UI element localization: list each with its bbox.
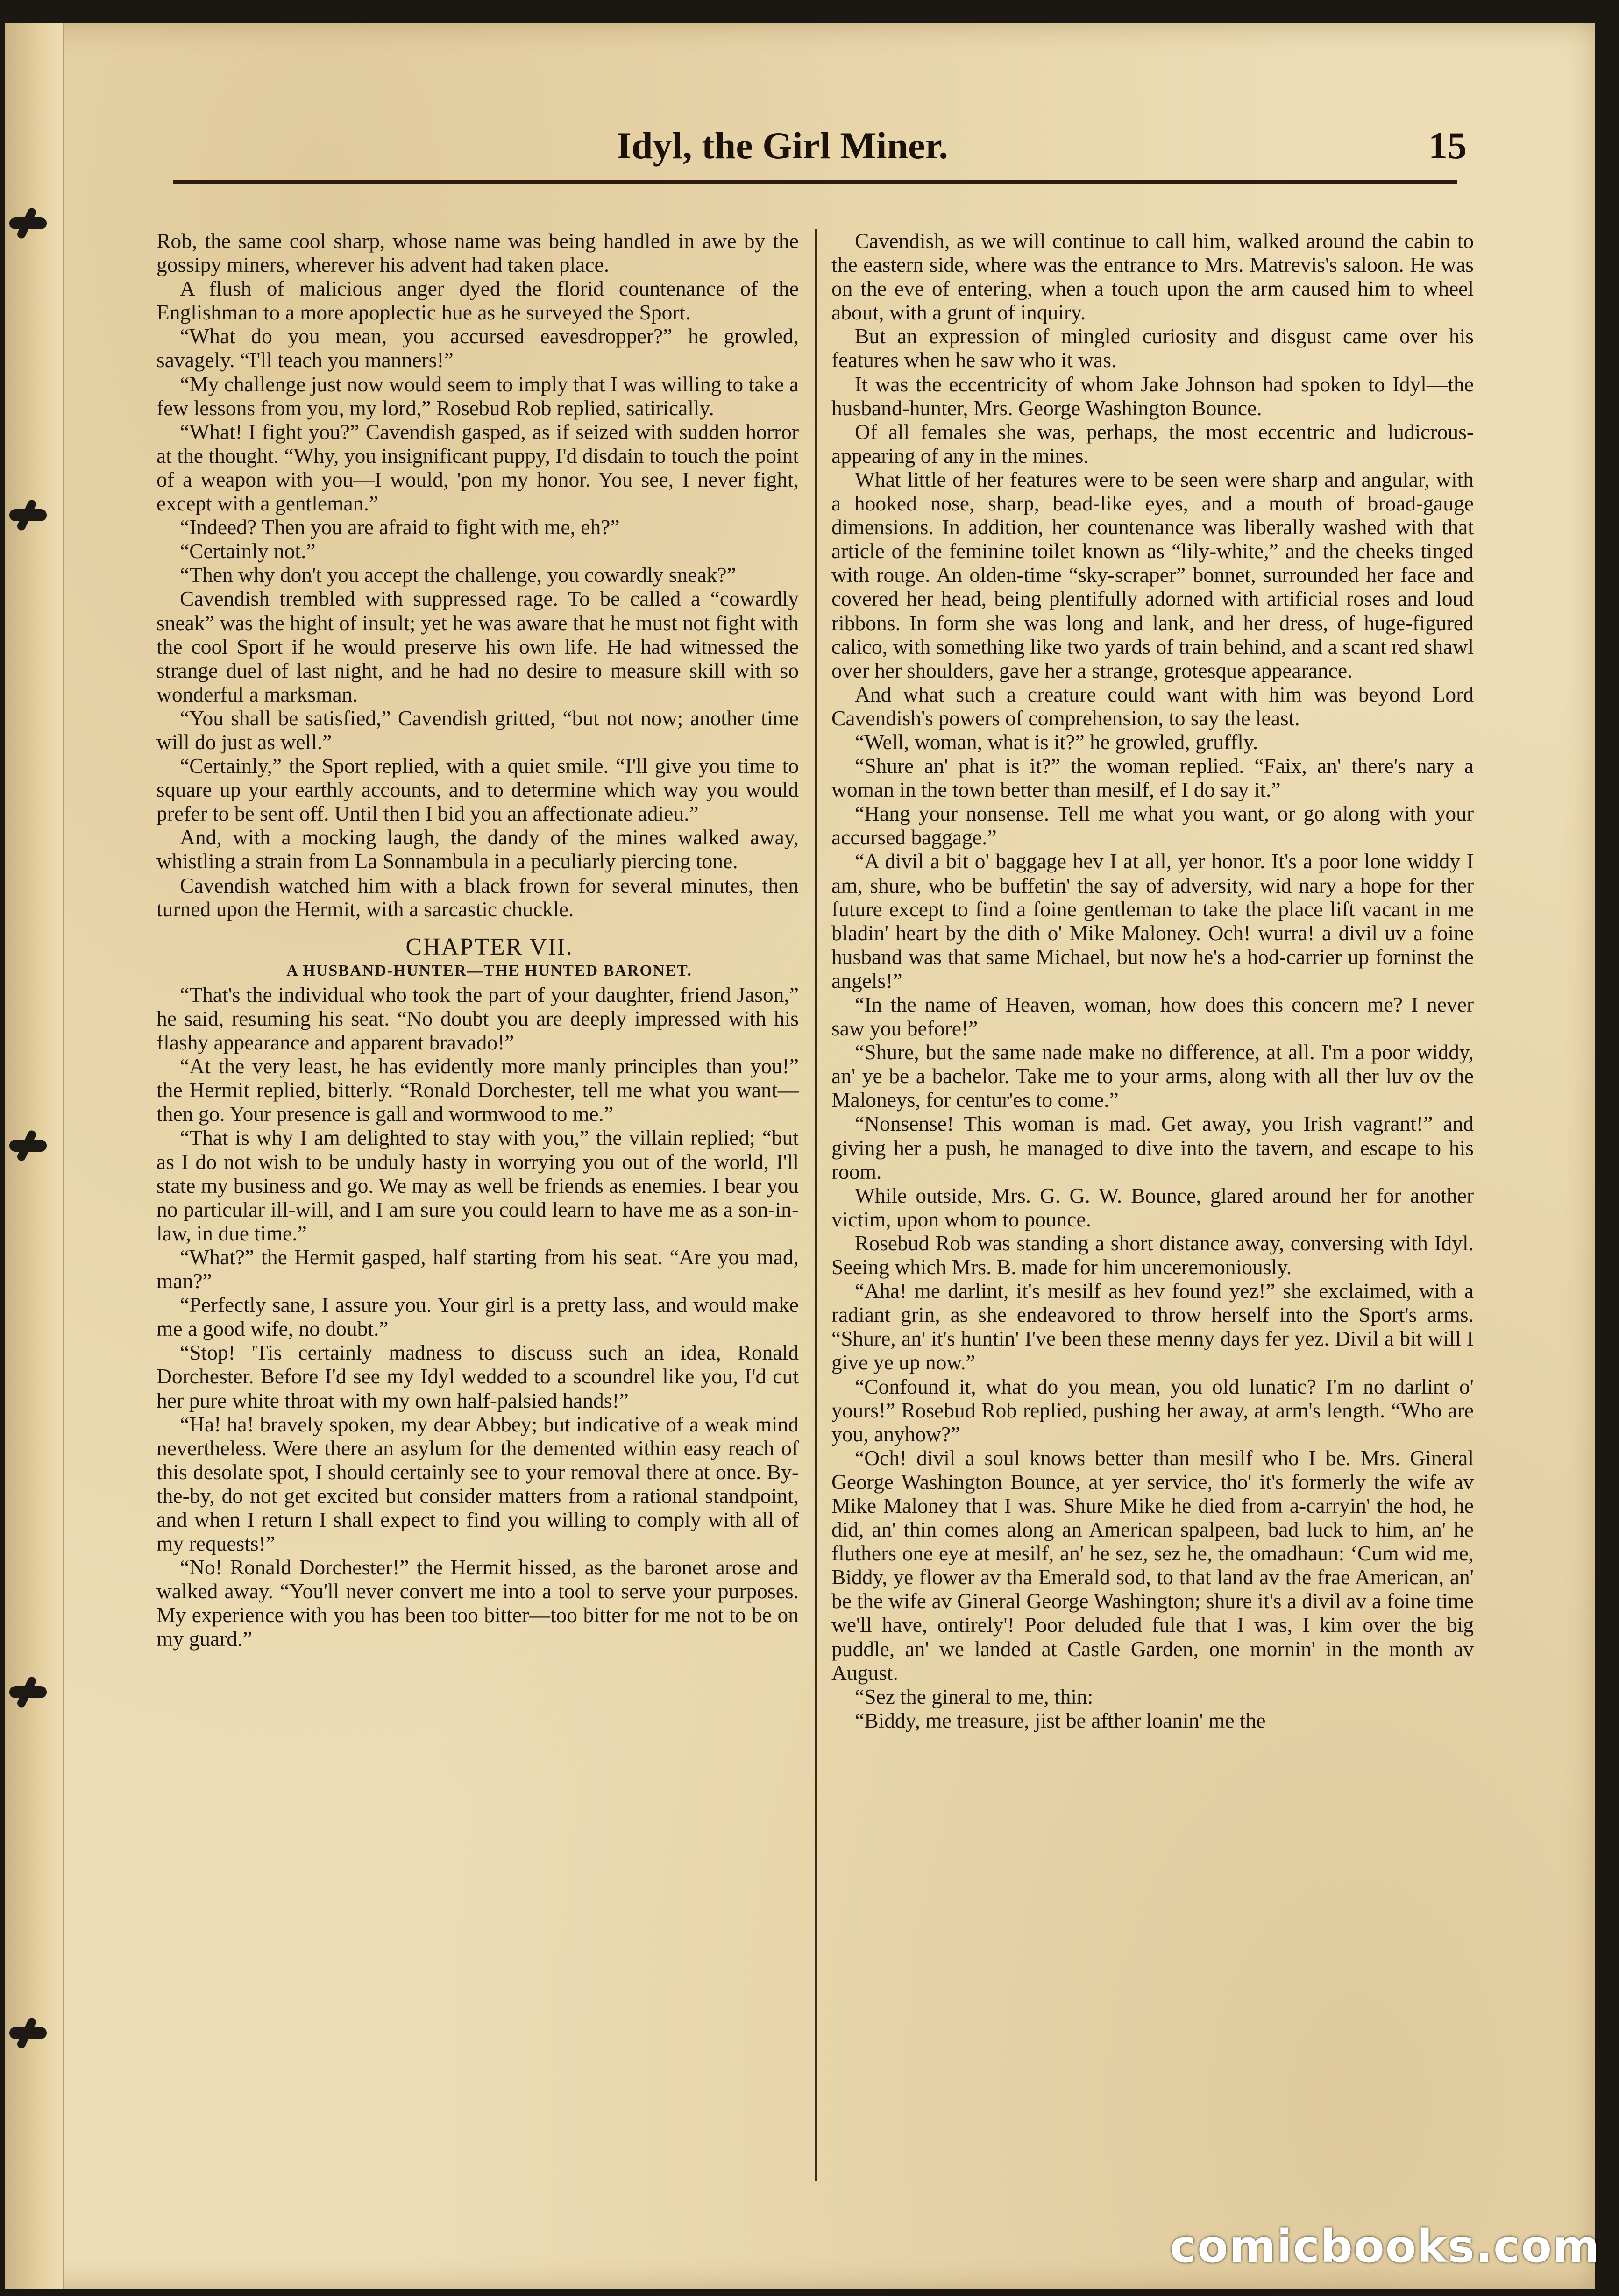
chapter-title: CHAPTER VII. [405, 933, 573, 960]
paragraph: “What do you mean, you accursed eavesdropper?” he growled, savagely. “I'll teach you manners!” [156, 324, 799, 372]
chapter-subtitle: A HUSBAND-HUNTER—THE HUNTED BARONET. [286, 962, 692, 979]
binding-stitch [9, 1686, 47, 1698]
paragraph: “Indeed? Then you are afraid to fight with me, eh?” [180, 515, 620, 539]
binding-spine [5, 23, 64, 2289]
paragraph: Cavendish trembled with suppressed rage. To be called a “cowardly sneak” was the hight of insult; yet he was aware that he must not fight with the cool Sport if he would preserve his own life. He had witnessed the strange duel of last night, and he had no desire to measure skill with so wonderful a marksman. [156, 587, 799, 706]
paragraph: Of all females she was, perhaps, the most eccentric and ludicrous-appearing of any in the mines. [831, 419, 1474, 468]
paragraph: What little of her features were to be seen were sharp and angular, with a hooked nose, sharp, bead-like eyes, and a mouth of broad-gauge dimensions. In addition, her countenance was liberally washed with that article of the feminine toilet known as “lily-white,” and the cheeks tinged with rouge. An olden-time “sky-scraper” bonnet, surrounded her face and covered her head, being plentifully adorned with artificial roses and loud ribbons. In form she was long and lank, and her dress, of huge-figured calico, with something like two yards of train behind, and a scant red shawl over her shoulders, gave her a strange, grotesque appearance. [831, 467, 1474, 682]
paragraph: “Nonsense! This woman is mad. Get away, you Irish vagrant!” and giving her a push, he managed to dive into the tavern, and escape to his room. [831, 1112, 1474, 1183]
paragraph: “Perfectly sane, I assure you. Your girl is a pretty lass, and would make me a good wife, no doubt.” [156, 1293, 799, 1341]
paragraph: “What?” the Hermit gasped, half starting from his seat. “Are you mad, man?” [156, 1245, 799, 1293]
page-number: 15 [1428, 124, 1467, 167]
paragraph: “Ha! ha! bravely spoken, my dear Abbey; but indicative of a weak mind nevertheless. Were there an asylum for the demented within easy reach of this desolate spot, I should certainly see to your removal there at once. By-the-by, do not get excited but consider matters from a rational standpoint, and when I return I shall expect to find you willing to comply with all of my requests!” [156, 1412, 799, 1556]
paragraph: “Hang your nonsense. Tell me what you want, or go along with your accursed baggage.” [831, 801, 1474, 850]
paragraph: “Stop! 'Tis certainly madness to discuss such an idea, Ronald Dorchester. Before I'd see my Idyl wedded to a scoundrel like you, I'd cut her pure white throat with my own half-palsied hands!” [156, 1340, 799, 1412]
running-title: Idyl, the Girl Miner. [617, 124, 948, 167]
paragraph: And, with a mocking laugh, the dandy of the mines walked away, whistling a strain from La Sonnambula in a peculiarly piercing tone. [156, 825, 799, 873]
paragraph: “Certainly not.” [180, 539, 316, 563]
paragraph: Cavendish, as we will continue to call him, walked around the cabin to the eastern side, where was the entrance to Mrs. Matrevis's saloon. He was on the eve of entering, when a touch upon the arm caused him to wheel about, with a grunt of inquiry. [831, 229, 1474, 325]
magazine-page [5, 23, 1595, 2289]
paragraph: “Then why don't you accept the challenge, you cowardly sneak?” [180, 563, 736, 587]
binding-stitch [9, 1140, 47, 1152]
paragraph: Rob, the same cool sharp, whose name was being handled in awe by the gossipy miners, wherever his advent had taken place. [156, 229, 799, 277]
paragraph: It was the eccentricity of whom Jake Johnson had spoken to Idyl—the husband-hunter, Mrs. George Washington Bounce. [831, 372, 1474, 420]
paragraph: “Well, woman, what is it?” he growled, gruffly. [855, 730, 1258, 754]
paragraph: “You shall be satisfied,” Cavendish gritted, “but not now; another time will do just as well.” [156, 706, 799, 754]
paragraph: “My challenge just now would seem to imply that I was willing to take a few lessons from you, my lord,” Rosebud Rob replied, satirically. [156, 372, 799, 420]
paragraph: “A divil a bit o' baggage hev I at all, yer honor. It's a poor lone widdy I am, shure, who be buffetin' the say of adversity, wid nary a hope for ther future except to find a foine gentleman to take the place lift vacant in me bladin' heart by the dith o' Mike Maloney. Och! wurra! a divil uv a foine husband was that same Michael, but now he's a hod-carrier up forninst the angels!” [831, 849, 1474, 992]
column-divider [815, 229, 817, 2181]
watermark: comicbooks.com [1170, 2220, 1600, 2273]
paragraph: “Aha! me darlint, it's mesilf as hev found yez!” she exclaimed, with a radiant grin, as she endeavored to throw herself into the Sport's arms. “Shure, an' it's huntin' I've been these menny days fer yez. Divil a bit will I give ye up now.” [831, 1279, 1474, 1375]
paragraph: “Shure, but the same nade make no difference, at all. I'm a poor widdy, an' ye be a bachelor. Take me to your arms, along with all ther luv ov the Maloneys, for centur'es to come.” [831, 1040, 1474, 1112]
header-rule [173, 180, 1457, 184]
paragraph: And what such a creature could want with him was beyond Lord Cavendish's powers of comprehension, to say the least. [831, 682, 1474, 730]
paragraph: “That's the individual who took the part of your daughter, friend Jason,” he said, resuming his seat. “No doubt you are deeply impressed with his flashy appearance and apparent bravado!” [156, 982, 799, 1055]
page-header [145, 124, 1467, 194]
paragraph: Cavendish watched him with a black frown for several minutes, then turned upon the Hermit, with a sarcastic chuckle. [156, 873, 799, 921]
paragraph: “No! Ronald Dorchester!” the Hermit hissed, as the baronet arose and walked away. “You'll never convert me into a tool to serve your purposes. My experience with you has been too bitter—too bitter for me not to be on my guard.” [156, 1555, 799, 1651]
binding-stitch [9, 509, 47, 521]
paragraph: “Biddy, me treasure, jist be afther loanin' me the [855, 1708, 1266, 1732]
paragraph: A flush of malicious anger dyed the florid countenance of the Englishman to a more apoplectic hue as he surveyed the Sport. [156, 276, 799, 325]
paragraph: While outside, Mrs. G. G. W. Bounce, glared around her for another victim, upon whom to pounce. [831, 1183, 1474, 1231]
paragraph: “That is why I am delighted to stay with you,” the villain replied; “but as I do not wish to be unduly hasty in worrying you out of the world, I'll state my business and go. We may as well be friends as enemies. I bear you no particular ill-will, and I am sure you could learn to have me as a son-in-law, in due time.” [156, 1126, 799, 1245]
paragraph: “What! I fight you?” Cavendish gasped, as if seized with sudden horror at the thought. “Why, you insignificant puppy, I'd disdain to touch the point of a weapon with you—I would, 'pon my honor. You see, I never fight, except with a gentleman.” [156, 419, 799, 516]
paragraph: “Confound it, what do you mean, you old lunatic? I'm no darlint o' yours!” Rosebud Rob replied, pushing her away, at arm's length. “Who are you, anyhow?” [831, 1374, 1474, 1446]
article-body [156, 229, 1474, 2190]
paragraph: “Sez the gineral to me, thin: [855, 1684, 1094, 1708]
binding-stitch [9, 2027, 47, 2039]
left-column [156, 229, 799, 1651]
paragraph: “Certainly,” the Sport replied, with a quiet smile. “I'll give you time to square up your earthly accounts, and to determine which way you would prefer to be sent off. Until then I bid you an affectionate adieu.” [156, 754, 799, 826]
paragraph: “Shure an' phat is it?” the woman replied. “Faix, an' there's nary a woman in the town better than mesilf, ef I do say it.” [831, 754, 1474, 802]
paragraph: “In the name of Heaven, woman, how does this concern me? I never saw you before!” [831, 992, 1474, 1041]
right-column [831, 229, 1474, 1732]
paragraph: “At the very least, he has evidently more manly principles than you!” the Hermit replied, bitterly. “Ronald Dorchester, tell me what you want—then go. Your presence is gall and wormwood to me.” [156, 1054, 799, 1126]
paragraph: Rosebud Rob was standing a short distance away, conversing with Idyl. Seeing which Mrs. B. made for him unceremoniously. [831, 1231, 1474, 1279]
paragraph: “Och! divil a soul knows better than mesilf who I be. Mrs. Gineral George Washington Bounce, at yer service, tho' it's formerly the wife av Mike Maloney that I was. Shure Mike he died from a-carryin' the hod, he did, an' thin comes along an American spalpeen, bad luck to him, an' he fluthers one eye at mesilf, an' he sez, sez he, the omadhaun: ‘Cum wid me, Biddy, ye flower av tha Emerald sod, to that land av the frae American, an' be the wife av Gineral George Washington; shure it's a divil av a foine time we'll have, ontirely'! Poor deluded fule that I was, I kim over the big puddle, an' we landed at Castle Garden, one mornin' in the month av August. [831, 1446, 1474, 1685]
binding-stitch [9, 217, 47, 229]
paragraph: But an expression of mingled curiosity and disgust came over his features when he saw who it was. [831, 324, 1474, 372]
